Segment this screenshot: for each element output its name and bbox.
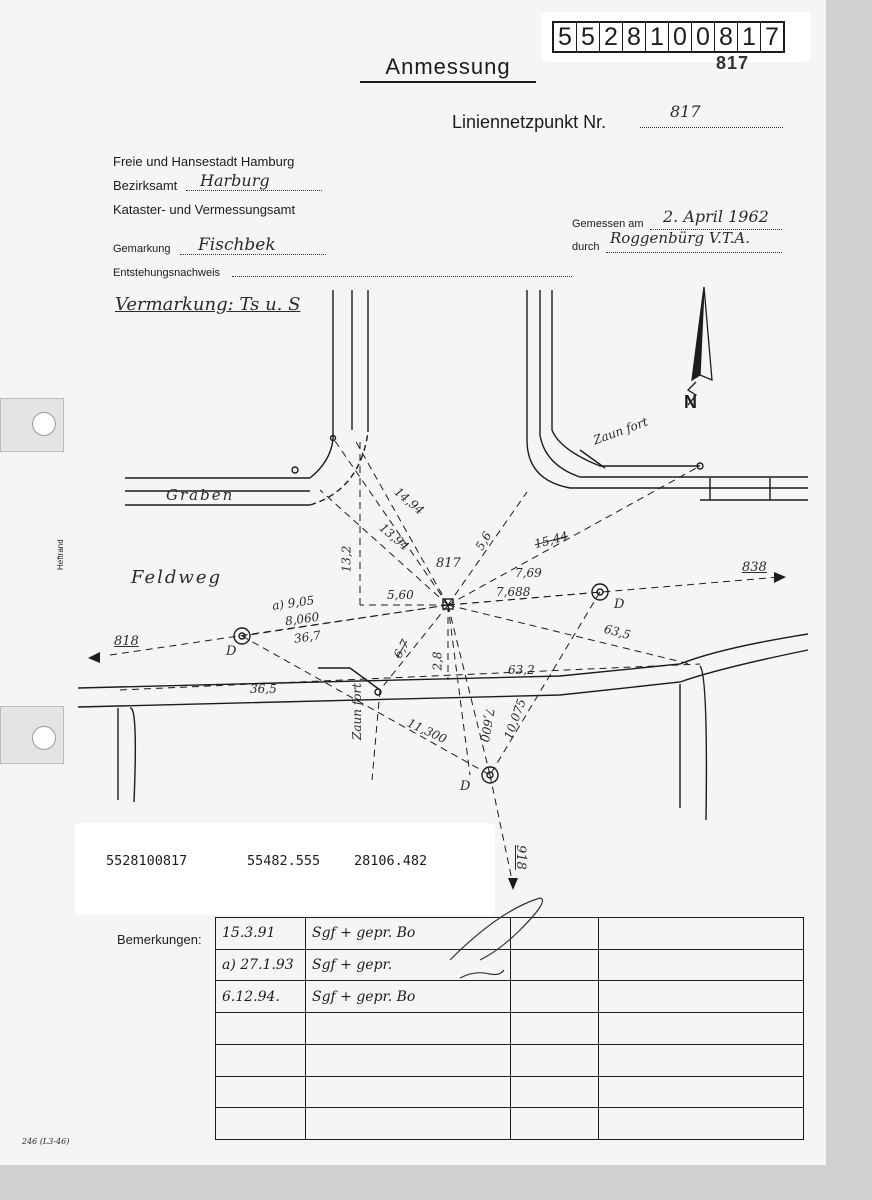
office-label: Kataster- und Vermessungsamt	[113, 202, 296, 217]
measurement-label: 63,5	[602, 621, 633, 643]
ditch-line	[540, 290, 700, 477]
table-cell	[598, 1044, 803, 1076]
table-row	[216, 1044, 804, 1076]
date-label: Gemessen am	[572, 218, 644, 230]
digit-cell: 1	[645, 23, 668, 51]
coordinate-x: 55482.555	[247, 853, 321, 869]
district-value: Harburg	[200, 171, 270, 190]
measurement-label: 36,5	[250, 682, 277, 696]
measurement-label: 7,688	[496, 585, 531, 599]
table-cell	[598, 1108, 803, 1140]
punch-hole	[32, 726, 56, 750]
table-cell: Sgf + gepr.	[305, 949, 510, 981]
measurement-label: 5,60	[387, 588, 414, 602]
by-value: Roggenbürg V.T.A.	[610, 229, 751, 247]
table-cell	[305, 1076, 510, 1108]
margin-label: Heftrand	[56, 539, 65, 570]
table-cell	[510, 1013, 598, 1045]
table-cell	[216, 1044, 306, 1076]
table-cell	[510, 1108, 598, 1140]
point-label: Liniennetzpunkt Nr.	[452, 112, 607, 132]
measurement-label: 5,6	[472, 529, 495, 553]
form-code: 246 (L3-46)	[22, 1137, 70, 1146]
measurement-label: 10,075	[501, 696, 529, 742]
table-row	[216, 1076, 804, 1108]
measurement-label: 11,300	[405, 715, 449, 747]
stone-label: D	[460, 779, 471, 794]
table-cell	[510, 1044, 598, 1076]
digit-cell: 2	[599, 23, 622, 51]
measurement-label: 2,8	[430, 651, 445, 671]
ditch-line	[310, 440, 333, 478]
measurement-label: 6,7	[390, 637, 413, 661]
table-cell	[598, 918, 803, 950]
measurement-label: 13,94	[376, 520, 412, 554]
neighbor-point-label: 918	[513, 845, 528, 870]
point-value: 817	[670, 102, 701, 121]
table-cell	[216, 1108, 306, 1140]
table-cell	[598, 1076, 803, 1108]
measurement-label: 7,600	[477, 706, 498, 744]
ditch-line	[527, 290, 808, 488]
punch-hole	[32, 412, 56, 436]
fence-label: Zaun fort	[350, 683, 364, 740]
district-label: Bezirksamt	[113, 178, 178, 193]
ditch-line	[310, 432, 368, 505]
fence-line	[318, 668, 380, 690]
table-cell: 15.3.91	[216, 918, 306, 950]
coordinate-y: 28106.482	[354, 853, 428, 869]
center-point-label: 817	[436, 556, 461, 571]
table-cell	[305, 1108, 510, 1140]
table-cell: Sgf + gepr. Bo	[305, 918, 510, 950]
measurement-label: 8,060	[284, 609, 321, 629]
signature-scribble	[440, 890, 560, 1000]
table-cell	[216, 1013, 306, 1045]
measurement-label: a) 9,05	[271, 593, 316, 613]
table-cell	[216, 1076, 306, 1108]
gemarkung-label: Gemarkung	[113, 243, 171, 255]
digit-cell: 5	[576, 23, 599, 51]
digit-cell: 0	[691, 23, 714, 51]
table-cell	[305, 1044, 510, 1076]
marking-note: Vermarkung: Ts u. S	[115, 294, 301, 315]
table-cell: a) 27.1.93	[216, 949, 306, 981]
neighbor-point-label: 818	[114, 634, 139, 649]
digit-cell: 0	[668, 23, 691, 51]
by-label: durch	[572, 241, 600, 253]
ditch-line	[552, 290, 700, 466]
coordinate-id: 5528100817	[106, 853, 188, 869]
digit-cell: 7	[760, 23, 783, 51]
table-cell: Sgf + gepr. Bo	[305, 981, 510, 1013]
table-cell	[510, 1076, 598, 1108]
remarks-label: Bemerkungen:	[117, 932, 202, 947]
digit-cell: 8	[622, 23, 645, 51]
table-cell	[598, 949, 803, 981]
road-line	[700, 666, 706, 820]
table-cell	[598, 981, 803, 1013]
coordinate-card	[75, 823, 495, 915]
measurement-label: 13,2	[339, 545, 354, 573]
digit-cell: 8	[714, 23, 737, 51]
digit-cell: 5	[558, 23, 572, 51]
road-line	[130, 708, 135, 802]
table-cell: 6.12.94.	[216, 981, 306, 1013]
page-title: Anmessung	[360, 54, 536, 83]
table-row	[216, 1013, 804, 1045]
measurement-label: 36,7	[293, 628, 322, 646]
graben-label: Graben	[166, 486, 235, 504]
table-cell	[598, 1013, 803, 1045]
digit-cell: 1	[737, 23, 760, 51]
feldweg-label: Feldweg	[131, 567, 223, 588]
stone-label: D	[226, 644, 237, 659]
origin-label: Entstehungsnachweis	[113, 267, 221, 279]
measurement-label: 15,44	[532, 528, 570, 552]
stone-label: D	[614, 597, 625, 612]
north-arrow-icon	[688, 287, 712, 405]
table-cell	[305, 1013, 510, 1045]
north-label: N	[684, 392, 697, 412]
date-value: 2. April 1962	[663, 207, 769, 226]
table-row	[216, 1108, 804, 1140]
authority-line: Freie und Hansestadt Hamburg	[113, 154, 295, 169]
neighbor-point-label: 838	[742, 560, 767, 575]
top-right-number: 817	[716, 53, 750, 73]
measurement-label: 14,94	[391, 484, 427, 518]
gemarkung-value: Fischbek	[198, 235, 276, 255]
measurement-label: 7,69	[515, 566, 542, 580]
fence-label: Zaun fort	[591, 414, 650, 448]
measurement-label: 63,2	[508, 663, 535, 677]
